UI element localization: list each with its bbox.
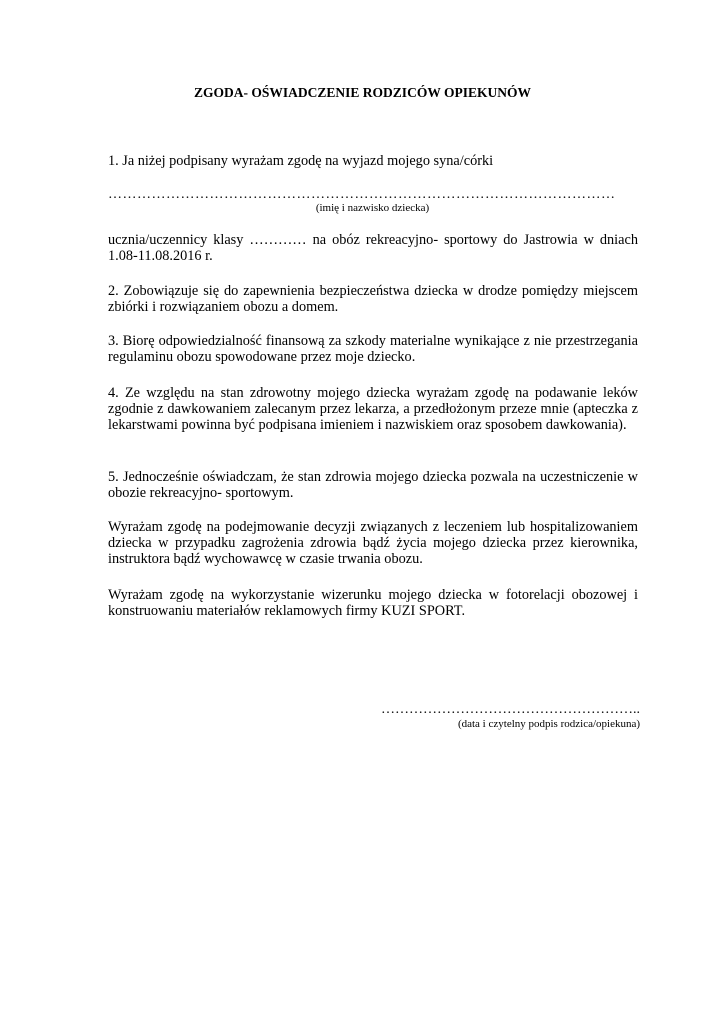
paragraph-7: Wyrażam zgodę na wykorzystanie wizerunku mojego dziecka w fotorelacji obozowej i konstruowaniu materiałów reklamowych firmy KUZI SPORT. bbox=[108, 587, 638, 619]
paragraph-5: 5. Jednocześnie oświadczam, że stan zdrowia mojego dziecka pozwala na uczestniczenie w obozie rekreacyjno- sportowym. bbox=[108, 469, 638, 501]
paragraph-1: 1. Ja niżej podpisany wyrażam zgodę na wyjazd mojego syna/córki bbox=[108, 153, 494, 169]
paragraph-6: Wyrażam zgodę na podejmowanie decyzji związanych z leczeniem lub hospitalizowaniem dziecka w przypadku zagrożenia zdrowia bądź życia mojego dziecka przez kierownika, instruktora bądź wychowawcę w czasie trwania obozu. bbox=[108, 519, 638, 567]
child-name-caption: (imię i nazwisko dziecka) bbox=[315, 202, 430, 214]
paragraph-2: 2. Zobowiązuje się do zapewnienia bezpieczeństwa dziecka w drodze pomiędzy miejscem zbiórki i rozwiązaniem obozu a domem. bbox=[108, 283, 638, 315]
paragraph-1-continued: ucznia/uczennicy klasy ………… na obóz rekreacyjno- sportowy do Jastrowia w dniach 1.08-11.08.2016 r. bbox=[108, 232, 638, 264]
paragraph-4: 4. Ze względu na stan zdrowotny mojego dziecka wyrażam zgodę na podawanie leków zgodnie z dawkowaniem zalecanym przez lekarza, a przedłożonym przeze mnie (apteczka z lekarstwami powinna być podpisana imieniem i nazwiskiem oraz sposobem dawkowania). bbox=[108, 385, 638, 433]
signature-caption: (data i czytelny podpis rodzica/opiekuna) bbox=[457, 718, 640, 730]
document-title: ZGODA- OŚWIADCZENIE RODZICÓW OPIEKUNÓW bbox=[194, 85, 531, 100]
paragraph-3: 3. Biorę odpowiedzialność finansową za szkody materialne wynikające z nie przestrzegania regulaminu obozu spowodowane przez moje dziecko. bbox=[108, 333, 638, 365]
child-name-line: …………………………………………………………………………………………… bbox=[108, 187, 616, 202]
signature-line: ……………………………………………….. bbox=[381, 702, 640, 717]
